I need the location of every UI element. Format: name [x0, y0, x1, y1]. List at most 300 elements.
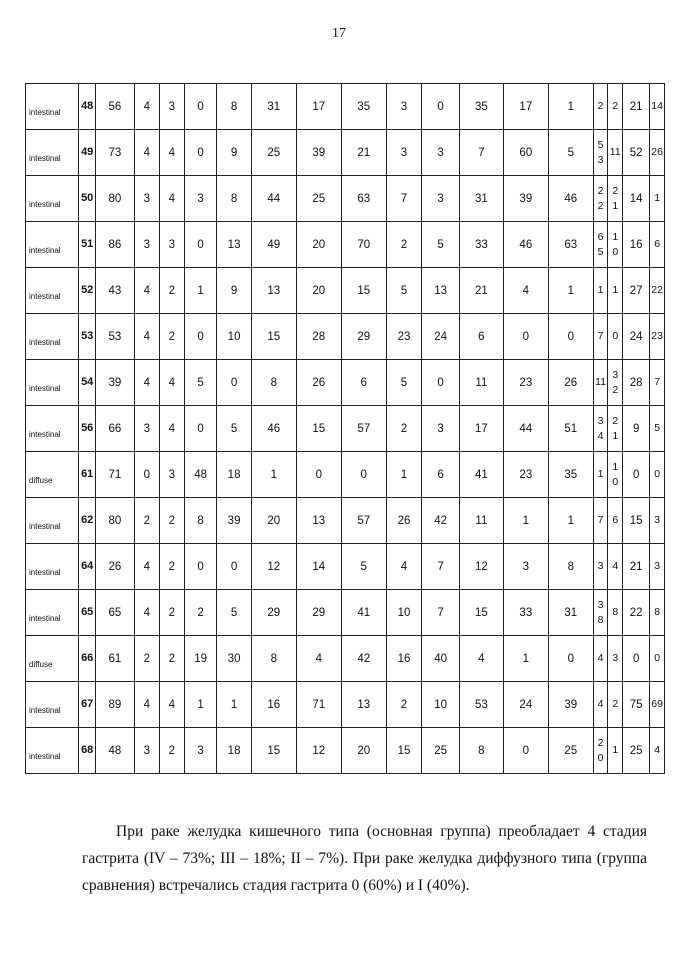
value-cell: 23 [503, 360, 548, 406]
cancer-type-cell: intestinal [26, 84, 79, 130]
value-cell: 8 [459, 728, 503, 774]
case-id-cell: 48 [79, 84, 96, 130]
value-cell: 8 [548, 544, 593, 590]
value-cell: 5 [217, 590, 252, 636]
value-cell: 21 [459, 268, 503, 314]
value-cell: 1 [503, 498, 548, 544]
value-cell: 53 [459, 682, 503, 728]
value-cell: 61 [96, 636, 135, 682]
value-cell: 2 [134, 498, 159, 544]
value-cell: 51 [548, 406, 593, 452]
case-id-cell: 66 [79, 636, 96, 682]
value-cell: 0 [184, 544, 216, 590]
value-cell: 69 [650, 682, 665, 728]
page-number: 17 [332, 26, 346, 41]
value-cell: 3 [422, 130, 460, 176]
cancer-type-cell: intestinal [26, 130, 79, 176]
value-cell: 32 [608, 360, 623, 406]
value-cell: 1 [650, 176, 665, 222]
cancer-type-cell: intestinal [26, 590, 79, 636]
table-row [26, 544, 665, 590]
value-cell: 6 [459, 314, 503, 360]
value-cell: 21 [341, 130, 386, 176]
cancer-type-cell: diffuse [26, 452, 79, 498]
value-cell: 4 [159, 360, 184, 406]
value-cell: 4 [593, 682, 608, 728]
value-cell: 4 [134, 84, 159, 130]
value-cell: 4 [134, 682, 159, 728]
table-row [26, 360, 665, 406]
case-id-cell: 52 [79, 268, 96, 314]
value-cell: 26 [96, 544, 135, 590]
value-cell: 52 [623, 130, 650, 176]
value-cell: 24 [422, 314, 460, 360]
value-cell: 89 [96, 682, 135, 728]
value-cell: 15 [386, 728, 422, 774]
value-cell: 23 [650, 314, 665, 360]
value-cell: 21 [623, 544, 650, 590]
value-cell: 63 [548, 222, 593, 268]
value-cell: 7 [593, 498, 608, 544]
value-cell: 26 [386, 498, 422, 544]
cancer-type-cell: intestinal [26, 268, 79, 314]
value-cell: 13 [296, 498, 341, 544]
value-cell: 0 [134, 452, 159, 498]
value-cell: 18 [217, 728, 252, 774]
case-id-cell: 65 [79, 590, 96, 636]
value-cell: 0 [548, 314, 593, 360]
value-cell: 41 [341, 590, 386, 636]
value-cell: 13 [341, 682, 386, 728]
value-cell: 4 [134, 268, 159, 314]
value-cell: 2 [159, 314, 184, 360]
value-cell: 2 [184, 590, 216, 636]
case-id-cell: 51 [79, 222, 96, 268]
value-cell: 0 [184, 314, 216, 360]
value-cell: 10 [608, 452, 623, 498]
value-cell: 3 [386, 130, 422, 176]
value-cell: 0 [341, 452, 386, 498]
value-cell: 0 [608, 314, 623, 360]
table-row [26, 268, 665, 314]
body-paragraph: При раке желудка кишечного типа (основная группа) преобладает 4 стадия гастрита (IV – 73%; III – 18%; II – 7%). При раке желудка диффузного типа (группа сравнения) встречались стадия гастрита 0 (60%) и I (40%). [82, 823, 647, 894]
value-cell: 21 [623, 84, 650, 130]
value-cell: 18 [217, 452, 252, 498]
case-id-cell: 67 [79, 682, 96, 728]
value-cell: 1 [548, 268, 593, 314]
table-row [26, 222, 665, 268]
value-cell: 1 [251, 452, 296, 498]
value-cell: 0 [184, 84, 216, 130]
value-cell: 14 [296, 544, 341, 590]
value-cell: 41 [459, 452, 503, 498]
value-cell: 13 [217, 222, 252, 268]
value-cell: 31 [459, 176, 503, 222]
case-id-cell: 54 [79, 360, 96, 406]
value-cell: 11 [459, 360, 503, 406]
value-cell: 5 [217, 406, 252, 452]
value-cell: 0 [650, 636, 665, 682]
value-cell: 2 [608, 84, 623, 130]
value-cell: 31 [548, 590, 593, 636]
value-cell: 1 [184, 268, 216, 314]
value-cell: 1 [386, 452, 422, 498]
value-cell: 2 [159, 498, 184, 544]
value-cell: 13 [251, 268, 296, 314]
value-cell: 16 [251, 682, 296, 728]
value-cell: 1 [548, 498, 593, 544]
value-cell: 31 [251, 84, 296, 130]
value-cell: 2 [608, 682, 623, 728]
value-cell: 7 [593, 314, 608, 360]
value-cell: 0 [650, 452, 665, 498]
value-cell: 21 [608, 176, 623, 222]
value-cell: 22 [650, 268, 665, 314]
value-cell: 29 [296, 590, 341, 636]
value-cell: 71 [96, 452, 135, 498]
value-cell: 65 [593, 222, 608, 268]
value-cell: 40 [422, 636, 460, 682]
value-cell: 3 [650, 498, 665, 544]
value-cell: 53 [96, 314, 135, 360]
value-cell: 0 [184, 406, 216, 452]
table-body [26, 84, 665, 774]
value-cell: 7 [459, 130, 503, 176]
value-cell: 63 [341, 176, 386, 222]
value-cell: 46 [548, 176, 593, 222]
table-row [26, 636, 665, 682]
table-row [26, 498, 665, 544]
value-cell: 4 [650, 728, 665, 774]
value-cell: 80 [96, 176, 135, 222]
value-cell: 4 [159, 406, 184, 452]
value-cell: 11 [608, 130, 623, 176]
value-cell: 39 [296, 130, 341, 176]
value-cell: 1 [217, 682, 252, 728]
value-cell: 39 [548, 682, 593, 728]
value-cell: 33 [503, 590, 548, 636]
value-cell: 8 [251, 636, 296, 682]
value-cell: 39 [217, 498, 252, 544]
value-cell: 20 [341, 728, 386, 774]
value-cell: 80 [96, 498, 135, 544]
cancer-type-cell: diffuse [26, 636, 79, 682]
value-cell: 5 [386, 268, 422, 314]
value-cell: 4 [134, 544, 159, 590]
value-cell: 0 [217, 360, 252, 406]
value-cell: 17 [503, 84, 548, 130]
value-cell: 3 [386, 84, 422, 130]
value-cell: 46 [251, 406, 296, 452]
value-cell: 57 [341, 406, 386, 452]
value-cell: 22 [593, 176, 608, 222]
value-cell: 9 [623, 406, 650, 452]
value-cell: 71 [296, 682, 341, 728]
table-row [26, 176, 665, 222]
cancer-type-cell: intestinal [26, 544, 79, 590]
value-cell: 5 [422, 222, 460, 268]
value-cell: 4 [159, 130, 184, 176]
value-cell: 1 [593, 268, 608, 314]
value-cell: 5 [184, 360, 216, 406]
case-id-cell: 64 [79, 544, 96, 590]
table-row [26, 590, 665, 636]
value-cell: 6 [650, 222, 665, 268]
value-cell: 66 [96, 406, 135, 452]
value-cell: 9 [217, 268, 252, 314]
value-cell: 2 [134, 636, 159, 682]
value-cell: 0 [296, 452, 341, 498]
value-cell: 3 [184, 728, 216, 774]
value-cell: 0 [422, 360, 460, 406]
value-cell: 11 [459, 498, 503, 544]
value-cell: 33 [459, 222, 503, 268]
value-cell: 4 [593, 636, 608, 682]
value-cell: 3 [134, 222, 159, 268]
value-cell: 13 [422, 268, 460, 314]
value-cell: 5 [650, 406, 665, 452]
value-cell: 16 [623, 222, 650, 268]
value-cell: 46 [503, 222, 548, 268]
value-cell: 2 [593, 84, 608, 130]
value-cell: 4 [296, 636, 341, 682]
case-id-cell: 61 [79, 452, 96, 498]
value-cell: 75 [623, 682, 650, 728]
value-cell: 44 [503, 406, 548, 452]
value-cell: 35 [341, 84, 386, 130]
value-cell: 3 [184, 176, 216, 222]
value-cell: 29 [251, 590, 296, 636]
value-cell: 0 [422, 84, 460, 130]
data-table [25, 83, 665, 774]
value-cell: 4 [159, 176, 184, 222]
value-cell: 15 [341, 268, 386, 314]
value-cell: 1 [503, 636, 548, 682]
value-cell: 25 [623, 728, 650, 774]
value-cell: 20 [296, 222, 341, 268]
value-cell: 0 [503, 314, 548, 360]
value-cell: 0 [217, 544, 252, 590]
value-cell: 39 [503, 176, 548, 222]
cancer-type-cell: intestinal [26, 498, 79, 544]
value-cell: 42 [422, 498, 460, 544]
value-cell: 25 [296, 176, 341, 222]
value-cell: 19 [184, 636, 216, 682]
value-cell: 26 [650, 130, 665, 176]
value-cell: 15 [623, 498, 650, 544]
value-cell: 4 [386, 544, 422, 590]
value-cell: 3 [134, 176, 159, 222]
value-cell: 29 [341, 314, 386, 360]
value-cell: 2 [386, 682, 422, 728]
value-cell: 56 [96, 84, 135, 130]
value-cell: 7 [422, 544, 460, 590]
value-cell: 4 [459, 636, 503, 682]
value-cell: 2 [386, 222, 422, 268]
value-cell: 60 [503, 130, 548, 176]
value-cell: 8 [217, 84, 252, 130]
value-cell: 3 [422, 406, 460, 452]
value-cell: 7 [422, 590, 460, 636]
value-cell: 4 [159, 682, 184, 728]
value-cell: 24 [503, 682, 548, 728]
value-cell: 23 [386, 314, 422, 360]
cancer-type-cell: intestinal [26, 176, 79, 222]
value-cell: 35 [459, 84, 503, 130]
value-cell: 20 [251, 498, 296, 544]
cancer-type-cell: intestinal [26, 314, 79, 360]
value-cell: 1 [608, 728, 623, 774]
value-cell: 2 [159, 728, 184, 774]
value-cell: 3 [503, 544, 548, 590]
value-cell: 26 [296, 360, 341, 406]
cancer-type-cell: intestinal [26, 728, 79, 774]
value-cell: 70 [341, 222, 386, 268]
value-cell: 1 [184, 682, 216, 728]
value-cell: 57 [341, 498, 386, 544]
table-row [26, 130, 665, 176]
value-cell: 0 [503, 728, 548, 774]
value-cell: 12 [459, 544, 503, 590]
value-cell: 21 [608, 406, 623, 452]
value-cell: 0 [184, 130, 216, 176]
value-cell: 4 [503, 268, 548, 314]
value-cell: 4 [134, 590, 159, 636]
value-cell: 16 [386, 636, 422, 682]
value-cell: 8 [650, 590, 665, 636]
value-cell: 39 [96, 360, 135, 406]
value-cell: 20 [593, 728, 608, 774]
value-cell: 6 [608, 498, 623, 544]
value-cell: 15 [251, 314, 296, 360]
value-cell: 2 [159, 636, 184, 682]
case-id-cell: 53 [79, 314, 96, 360]
case-id-cell: 50 [79, 176, 96, 222]
value-cell: 4 [134, 130, 159, 176]
value-cell: 1 [548, 84, 593, 130]
case-id-cell: 68 [79, 728, 96, 774]
value-cell: 1 [593, 452, 608, 498]
value-cell: 30 [217, 636, 252, 682]
value-cell: 5 [341, 544, 386, 590]
value-cell: 12 [251, 544, 296, 590]
case-id-cell: 49 [79, 130, 96, 176]
value-cell: 7 [386, 176, 422, 222]
value-cell: 17 [459, 406, 503, 452]
value-cell: 2 [159, 268, 184, 314]
value-cell: 11 [593, 360, 608, 406]
value-cell: 10 [608, 222, 623, 268]
value-cell: 15 [296, 406, 341, 452]
value-cell: 44 [251, 176, 296, 222]
value-cell: 14 [650, 84, 665, 130]
table-row [26, 452, 665, 498]
value-cell: 5 [386, 360, 422, 406]
value-cell: 1 [608, 268, 623, 314]
table-row [26, 314, 665, 360]
value-cell: 42 [341, 636, 386, 682]
value-cell: 65 [96, 590, 135, 636]
cancer-type-cell: intestinal [26, 360, 79, 406]
value-cell: 3 [650, 544, 665, 590]
value-cell: 34 [593, 406, 608, 452]
cancer-type-cell: intestinal [26, 682, 79, 728]
value-cell: 2 [386, 406, 422, 452]
value-cell: 25 [422, 728, 460, 774]
value-cell: 10 [217, 314, 252, 360]
value-cell: 35 [548, 452, 593, 498]
value-cell: 8 [184, 498, 216, 544]
table-row [26, 84, 665, 130]
value-cell: 3 [134, 406, 159, 452]
value-cell: 49 [251, 222, 296, 268]
table-row [26, 406, 665, 452]
value-cell: 0 [623, 452, 650, 498]
value-cell: 0 [184, 222, 216, 268]
value-cell: 2 [159, 544, 184, 590]
value-cell: 3 [159, 452, 184, 498]
table-row [26, 728, 665, 774]
value-cell: 38 [593, 590, 608, 636]
value-cell: 26 [548, 360, 593, 406]
value-cell: 12 [296, 728, 341, 774]
value-cell: 22 [623, 590, 650, 636]
value-cell: 0 [623, 636, 650, 682]
value-cell: 73 [96, 130, 135, 176]
value-cell: 2 [159, 590, 184, 636]
value-cell: 25 [251, 130, 296, 176]
value-cell: 3 [593, 544, 608, 590]
value-cell: 10 [422, 682, 460, 728]
value-cell: 9 [217, 130, 252, 176]
table-row [26, 682, 665, 728]
value-cell: 7 [650, 360, 665, 406]
value-cell: 8 [608, 590, 623, 636]
cancer-type-cell: intestinal [26, 406, 79, 452]
case-id-cell: 62 [79, 498, 96, 544]
value-cell: 8 [251, 360, 296, 406]
value-cell: 10 [386, 590, 422, 636]
value-cell: 5 [548, 130, 593, 176]
value-cell: 48 [96, 728, 135, 774]
value-cell: 23 [503, 452, 548, 498]
value-cell: 4 [134, 360, 159, 406]
value-cell: 86 [96, 222, 135, 268]
value-cell: 17 [296, 84, 341, 130]
value-cell: 15 [459, 590, 503, 636]
value-cell: 27 [623, 268, 650, 314]
case-id-cell: 56 [79, 406, 96, 452]
value-cell: 8 [217, 176, 252, 222]
value-cell: 3 [422, 176, 460, 222]
value-cell: 6 [422, 452, 460, 498]
value-cell: 15 [251, 728, 296, 774]
value-cell: 43 [96, 268, 135, 314]
value-cell: 28 [296, 314, 341, 360]
value-cell: 6 [341, 360, 386, 406]
value-cell: 4 [608, 544, 623, 590]
value-cell: 3 [608, 636, 623, 682]
value-cell: 3 [159, 222, 184, 268]
value-cell: 3 [159, 84, 184, 130]
value-cell: 3 [134, 728, 159, 774]
value-cell: 25 [548, 728, 593, 774]
value-cell: 28 [623, 360, 650, 406]
value-cell: 14 [623, 176, 650, 222]
cancer-type-cell: intestinal [26, 222, 79, 268]
value-cell: 4 [134, 314, 159, 360]
value-cell: 53 [593, 130, 608, 176]
